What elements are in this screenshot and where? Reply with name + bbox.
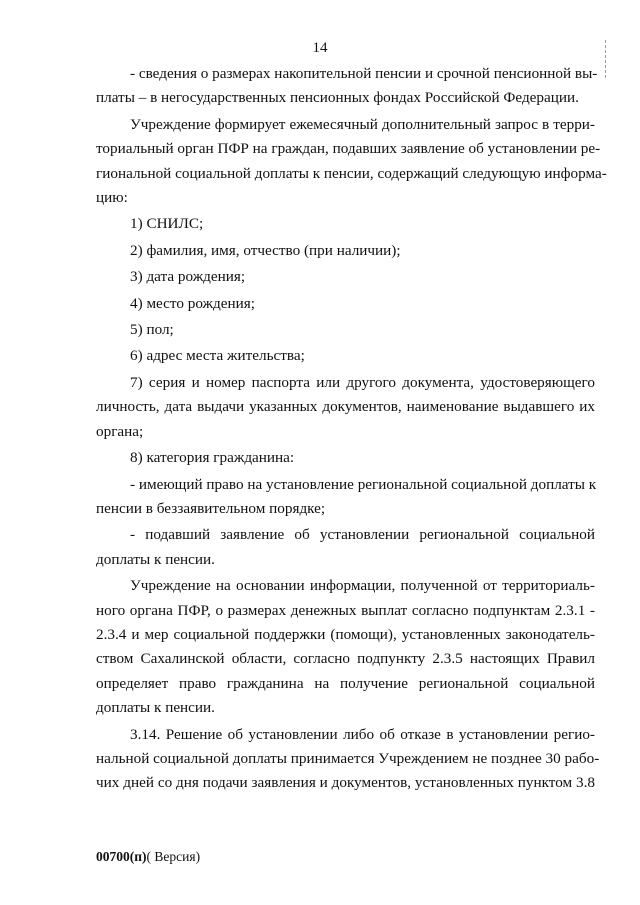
text-line: - сведения о размерах накопительной пенсии и срочной пенсионной вы- [130,65,598,82]
text-line: Учреждение формирует ежемесячный дополнительный запрос в терри- [130,115,595,133]
text-line: пенсии в беззаявительном порядке; [96,499,326,517]
text-line: ством Сахалинской области, согласно подпункту 2.3.5 настоящих Правил [96,650,595,668]
text-line: доплаты к пенсии. [96,550,215,568]
text-line: нальной социальной доплаты принимается Учреждением не позднее 30 рабо- [96,749,600,767]
list-item: 2) фамилия, имя, отчество (при наличии); [130,241,401,259]
text-line: 7) серия и номер паспорта или другого документа, удостоверяющего [130,373,595,391]
text-line: определяет право гражданина на получение региональной социальной [96,674,595,692]
scan-edge-mark [605,40,607,78]
text-line: 2.3.4 и мер социальной поддержки (помощи), установленных законодатель- [96,625,595,643]
paragraph [96,723,600,796]
text-line: цию: [96,189,128,207]
list-item: 1) СНИЛС; [130,215,204,233]
text-line: - имеющий право на установление региональной социальной доплаты к [130,475,597,493]
text-line: гиональной социальной доплаты к пенсии, содержащий следующую информа- [96,164,607,182]
text-line: - подавший заявление об установлении региональной социальной [130,526,595,544]
text-line: чих дней со дня подачи заявления и документов, установленных пунктом 3.8 [96,774,595,792]
text-line: ториальный орган ПФР на граждан, подавших заявление об установлении ре- [96,140,601,158]
page-number: 14 [312,40,328,56]
text-line: ного органа ПФР, о размерах денежных выплат согласно подпунктам 2.3.1 - [96,601,595,619]
list-item: 3) дата рождения; [130,268,246,286]
text-line: доплаты к пенсии. [96,699,215,717]
text-line: платы – в негосударственных пенсионных фондах Российской Федерации. [96,89,579,107]
list-item: 6) адрес места жительства; [130,347,305,365]
document-version: ( Версия) [146,849,201,864]
paragraph [96,62,598,111]
document-footer [96,849,200,865]
list-item: 5) пол; [130,321,174,339]
text-line: 3.14. Решение об установлении либо об отказе в установлении регио- [130,725,595,743]
list-item [96,371,595,444]
list-subitem [96,473,595,522]
text-line: органа; [96,422,144,440]
paragraph [96,574,595,720]
paragraph [96,113,607,211]
list-item: 8) категория гражданина: [130,449,295,467]
document-code: 00700(п) [96,849,147,864]
text-line: личность, дата выдачи указанных документов, наименование выдавшего их [96,398,595,416]
text-line: Учреждение на основании информации, полученной от территориаль- [130,577,595,595]
list-subitem [96,523,595,572]
list-item: 4) место рождения; [130,294,255,312]
document-body [96,62,607,796]
